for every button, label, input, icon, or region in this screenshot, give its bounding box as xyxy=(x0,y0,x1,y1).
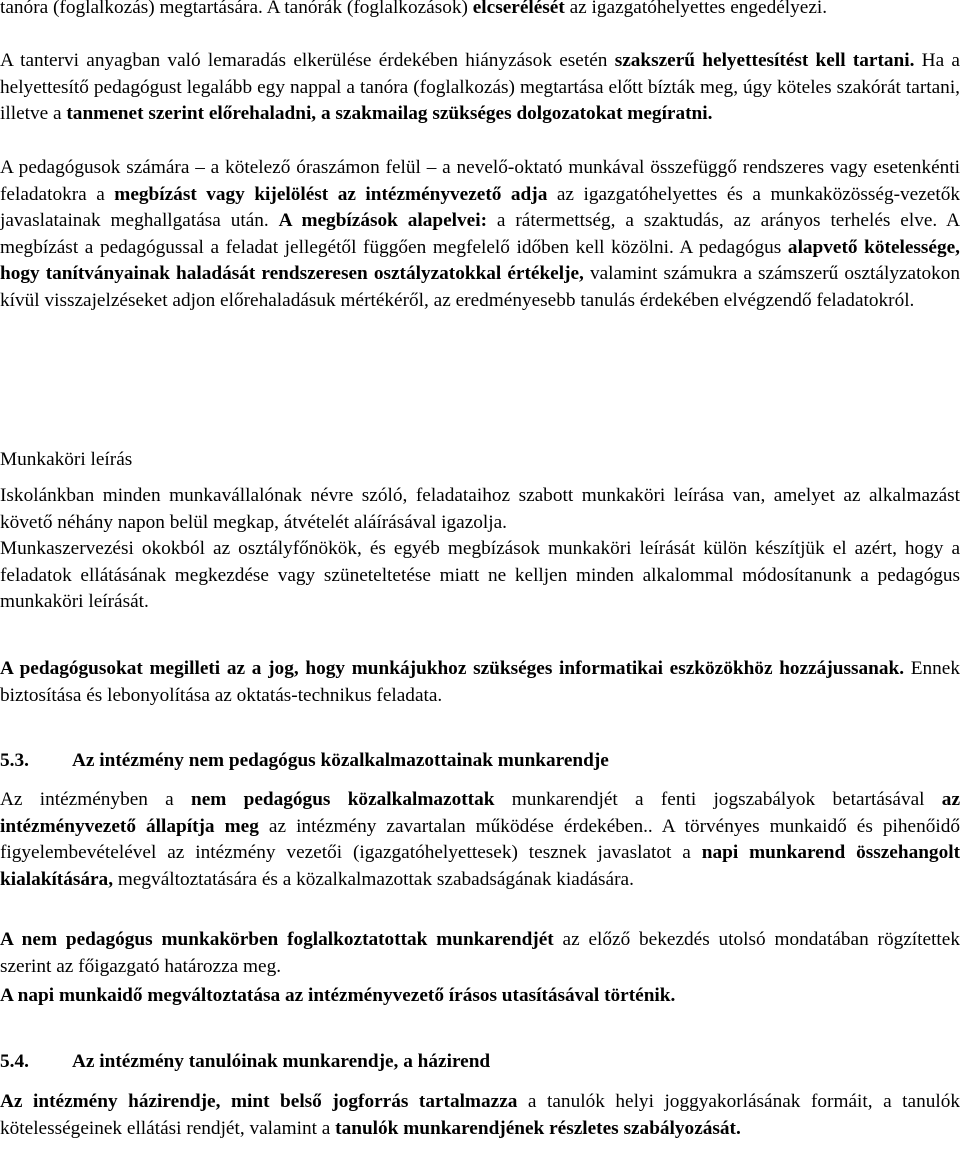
paragraph-house-rules xyxy=(0,1089,960,1142)
bold-text-run: A napi munkaidő megváltoztatása az intézményvezető írásos utasításával történik. xyxy=(0,985,676,1006)
bold-text-run: A pedagógusokat megilleti az a jog, hogy munkájukhoz szükséges informatikai eszközökhöz hozzájussanak. xyxy=(0,658,905,679)
bold-text-run: napi munkarend összehangolt kialakítására, xyxy=(0,842,960,890)
paragraph-it-tools xyxy=(0,656,960,709)
text-run: a tanulók helyi joggyakorlásának formáit, a tanulók kötelességeinek ellátási rendjét, valamint a xyxy=(0,1091,960,1139)
bold-text-run: A nem pedagógus munkakörben foglalkoztatottak munkarendjét xyxy=(0,929,554,950)
section-number: 5.4. xyxy=(0,1051,29,1072)
paragraph-staff-schedule-rule xyxy=(0,927,960,980)
bold-text-run: A megbízások alapelvei: xyxy=(278,210,488,232)
section-number: 5.3. xyxy=(0,750,29,771)
text-run: az igazgatóhelyettes és a munkaközösség-vezetők javaslatainak meghallgatása után. xyxy=(0,183,960,232)
bold-text-run: megbízást vagy kijelölést az intézményvezető adja xyxy=(114,183,548,205)
bold-text-run: tanulók munkarendjének részletes szabályozását. xyxy=(335,1117,741,1139)
text-run: Iskolánkban minden munkavállalónak névre szóló, feladataihoz szabott munkaköri leírása van, amelyet az alkalmazást követő néhány napon belül megkap, átvételét aláírásával igazolja. xyxy=(0,485,960,533)
text-run: megváltoztatására és a közalkalmazottak szabadságának kiadására. xyxy=(113,868,634,890)
bold-text-run: szakszerű helyettesítést kell tartani. xyxy=(614,50,915,71)
text-run: tanóra (foglalkozás) megtartására. A tanórák (foglalkozások) xyxy=(0,0,473,18)
bold-text-run: tanmenet szerint előrehaladni, a szakmailag szükséges dolgozatokat megíratni. xyxy=(66,103,713,125)
paragraph-daily-hours xyxy=(0,983,960,1010)
section-title: Az intézmény nem pedagógus közalkalmazottainak munkarendje xyxy=(72,750,609,771)
bold-text-run: elcserélését xyxy=(472,0,565,18)
bold-text-run: alapvető kötelessége, hogy tanítványainak haladását rendszeresen osztályzatokkal értékelje, xyxy=(0,236,960,285)
section-title: Az intézmény tanulóinak munkarendje, a házirend xyxy=(72,1051,491,1072)
text-run: Ennek biztosítása és lebonyolítása az oktatás-technikus feladata. xyxy=(0,658,960,706)
text-run: a rátermettség, a szaktudás, az arányos terhelés elve. A megbízást a pedagógussal a feladat jellegétől függően megfelelő időben kell közölni. A pedagógus xyxy=(0,210,960,258)
paragraph-job-description xyxy=(0,483,960,536)
bold-text-run: az intézményvezető állapítja meg xyxy=(0,789,960,837)
text-run: az igazgatóhelyettes engedélyezi. xyxy=(564,0,828,18)
text-run: az intézmény zavartalan működése érdekében.. A törvényes munkaidő és pihenőidő figyelembevételével az intézmény vezetői (igazgatóhelyettesek) tesznek javaslatot a xyxy=(0,815,960,864)
paragraph-staff-schedule xyxy=(0,787,960,893)
paragraph-substitution xyxy=(0,48,960,128)
section-heading-5-4 xyxy=(0,1049,960,1075)
bold-text-run: Az intézmény házirendje, mint belső jogforrás tartalmazza xyxy=(0,1091,518,1112)
paragraph-job-description-organization xyxy=(0,536,960,616)
text-run: valamint számukra a számszerű osztályzatokon kívül visszajelzéseket adjon előrehaladásuk mértékéről, az eredményesebb tanulás érdekében elvégzendő feladatokról. xyxy=(0,263,960,311)
text-run: Az intézményben a xyxy=(0,789,192,810)
section-heading-5-3 xyxy=(0,748,960,774)
text-run: A tantervi anyagban való lemaradás elkerülése érdekében hiányzások esetén xyxy=(0,50,615,71)
text-run: munkarendjét a fenti jogszabályok betartásával xyxy=(494,789,942,810)
text-run: Ha a helyettesítő pedagógust legalább egy nappal a tanóra (foglalkozás) megtartása előtt bízták meg, úgy köteles szakórát tartani, illetve a xyxy=(0,50,960,125)
paragraph-assignments xyxy=(0,155,960,315)
paragraph-lesson-swap xyxy=(0,0,960,22)
text-run: A pedagógusok számára – a kötelező óraszámon felül – a nevelő-oktató munkával összefüggő rendszeres vagy esetenkénti feladatokra a xyxy=(0,157,960,205)
text-run: az előző bekezdés utolsó mondatában rögzítettek szerint az főigazgató határozza meg. xyxy=(0,929,960,977)
text-run: Munkaszervezési okokból az osztályfőnökök, és egyéb megbízások munkaköri leírását külön készítjük el azért, hogy a feladatok ellátásának megkezdése vagy szüneteltetése miatt ne kelljen minden alkalommal módosítanunk a pedagógus munkaköri leírását. xyxy=(0,538,960,613)
heading-job-description: Munkaköri leírás xyxy=(0,449,133,470)
bold-text-run: nem pedagógus közalkalmazottak xyxy=(191,789,495,810)
